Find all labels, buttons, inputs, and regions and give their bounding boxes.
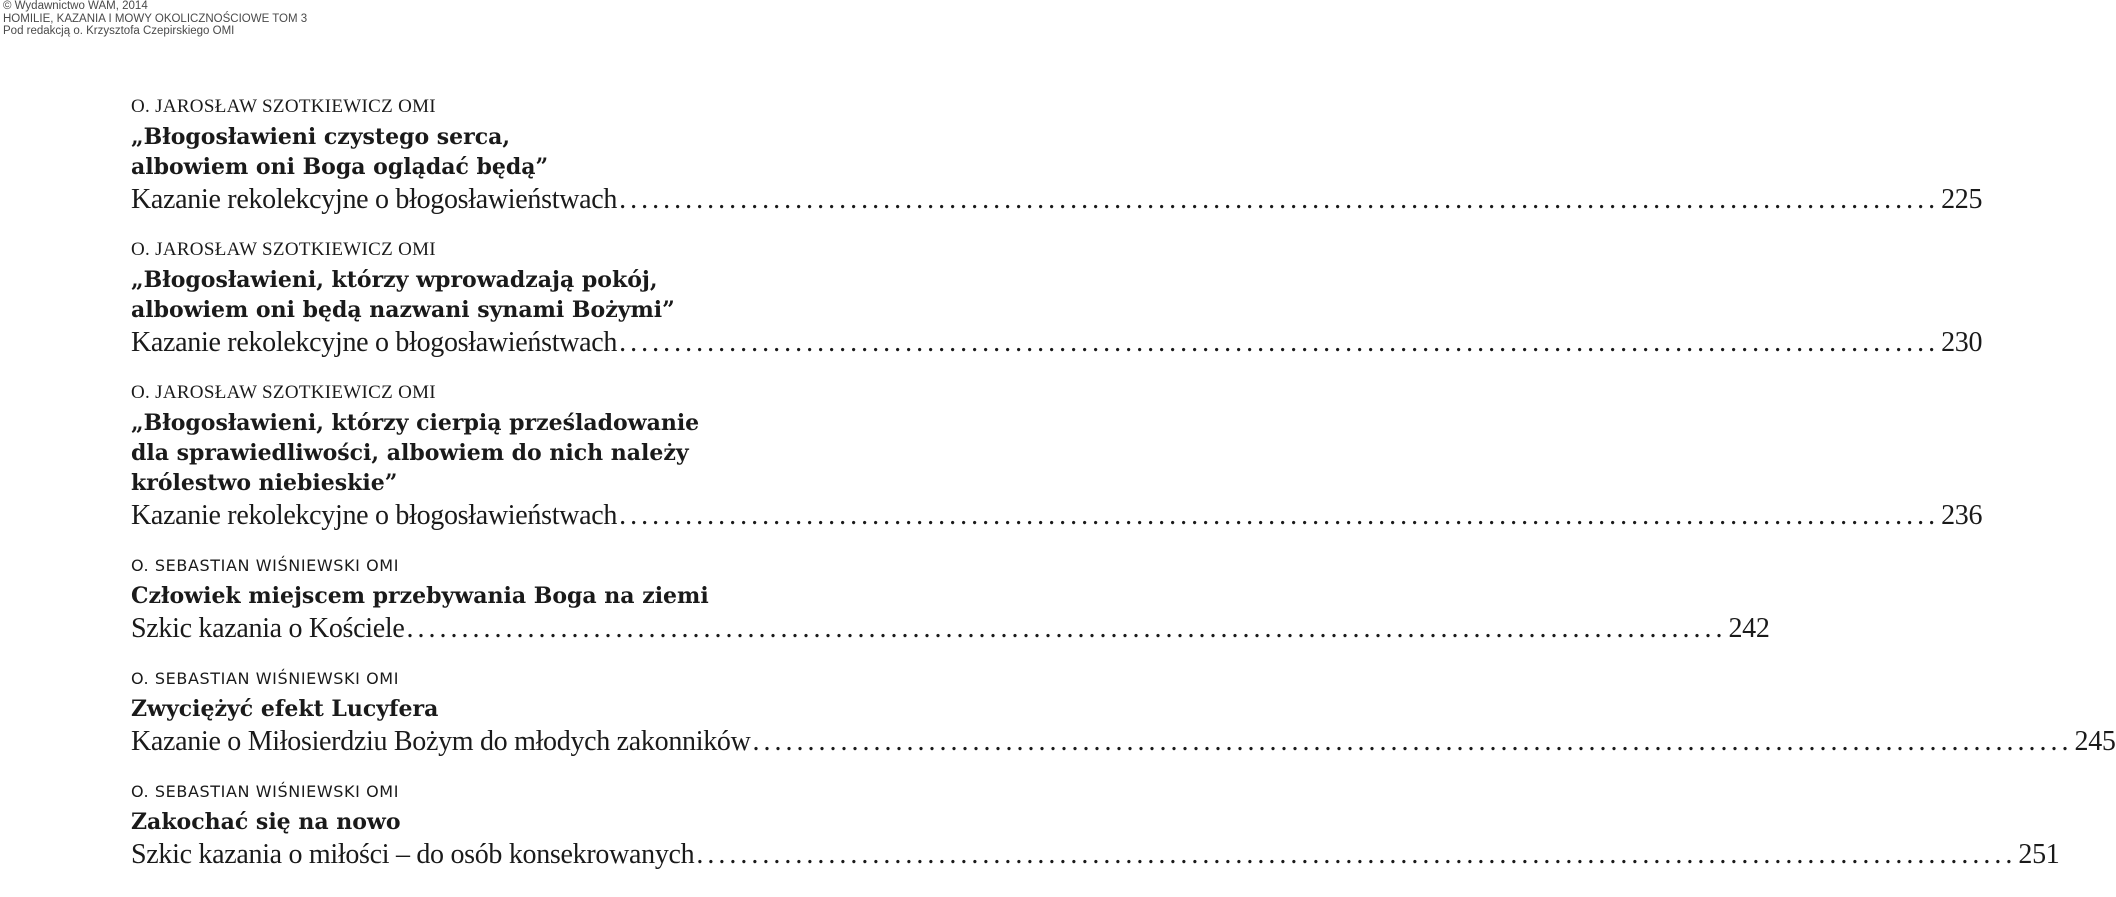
entry-title-line: albowiem oni Boga oglądać będą” <box>131 154 549 180</box>
entry-subtitle-row[interactable] <box>131 498 1983 534</box>
entry-subtitle: Szkic kazania o Kościele <box>131 613 405 644</box>
entry-author: O. JAROSŁAW SZOTKIEWICZ OMI <box>131 96 436 117</box>
entry-title-line: „Błogosławieni czystego serca, <box>131 124 511 150</box>
toc-entry <box>131 92 1983 218</box>
entry-subtitle: Kazanie o Miłosierdziu Bożym do młodych zakonników <box>131 726 751 757</box>
dot-leader: ........................................................................................................................ <box>619 500 1940 531</box>
entry-title-line: Zwyciężyć efekt Lucyfera <box>131 696 439 722</box>
toc-entry <box>131 777 2060 873</box>
entry-subtitle-row[interactable] <box>131 182 1983 218</box>
dot-leader: ........................................................................................................................ <box>752 726 2073 757</box>
entry-title-line: królestwo niebieskie” <box>131 470 398 496</box>
dot-leader: ........................................................................................................................ <box>696 839 2017 870</box>
entry-title-line: „Błogosławieni, którzy cierpią prześladowanie <box>131 410 700 436</box>
entry-page-number: 230 <box>1941 327 1983 358</box>
dot-leader: ........................................................................................................................ <box>619 184 1940 215</box>
entry-title-line: „Błogosławieni, którzy wprowadzają pokój, <box>131 267 658 293</box>
entry-page-number: 245 <box>2074 726 2116 757</box>
editor-line: Pod redakcją o. Krzysztofa Czepirskiego OMI <box>3 25 235 37</box>
entry-author: O. JAROSŁAW SZOTKIEWICZ OMI <box>131 382 436 403</box>
entry-author: O. SEBASTIAN WIŚNIEWSKI OMI <box>131 782 400 801</box>
entry-subtitle-row[interactable] <box>131 837 2060 873</box>
entry-title-line: Zakochać się na nowo <box>131 809 401 835</box>
entry-page-number: 242 <box>1728 613 1770 644</box>
entry-author: O. JAROSŁAW SZOTKIEWICZ OMI <box>131 239 436 260</box>
entry-title-line: albowiem oni będą nazwani synami Bożymi” <box>131 297 675 323</box>
toc-entry <box>131 551 1770 647</box>
table-of-contents <box>131 92 2116 890</box>
copyright-header <box>3 0 307 38</box>
toc-entry <box>131 378 1983 534</box>
entry-title-line: dla sprawiedliwości, albowiem do nich należy <box>131 440 689 466</box>
entry-subtitle: Kazanie rekolekcyjne o błogosławieństwach <box>131 327 618 358</box>
entry-title-line: Człowiek miejscem przebywania Boga na ziemi <box>131 583 709 609</box>
entry-subtitle: Szkic kazania o miłości – do osób konsekrowanych <box>131 839 695 870</box>
entry-subtitle: Kazanie rekolekcyjne o błogosławieństwach <box>131 184 618 215</box>
entry-page-number: 225 <box>1941 184 1983 215</box>
book-title-line: HOMILIE, KAZANIA I MOWY OKOLICZNOŚCIOWE TOM 3 <box>3 12 308 25</box>
entry-author: O. SEBASTIAN WIŚNIEWSKI OMI <box>131 556 400 575</box>
entry-subtitle-row[interactable] <box>131 724 2116 760</box>
entry-subtitle-row[interactable] <box>131 611 1770 647</box>
dot-leader: ........................................................................................................................ <box>619 327 1940 358</box>
entry-author: O. SEBASTIAN WIŚNIEWSKI OMI <box>131 669 400 688</box>
copyright-line: © Wydawnictwo WAM, 2014 <box>3 0 148 12</box>
entry-subtitle-row[interactable] <box>131 325 1983 361</box>
entry-subtitle: Kazanie rekolekcyjne o błogosławieństwach <box>131 500 618 531</box>
dot-leader: ........................................................................................................................ <box>406 613 1727 644</box>
entry-page-number: 251 <box>2018 839 2060 870</box>
toc-entry <box>131 235 1983 361</box>
toc-entry <box>131 664 2116 760</box>
entry-page-number: 236 <box>1941 500 1983 531</box>
